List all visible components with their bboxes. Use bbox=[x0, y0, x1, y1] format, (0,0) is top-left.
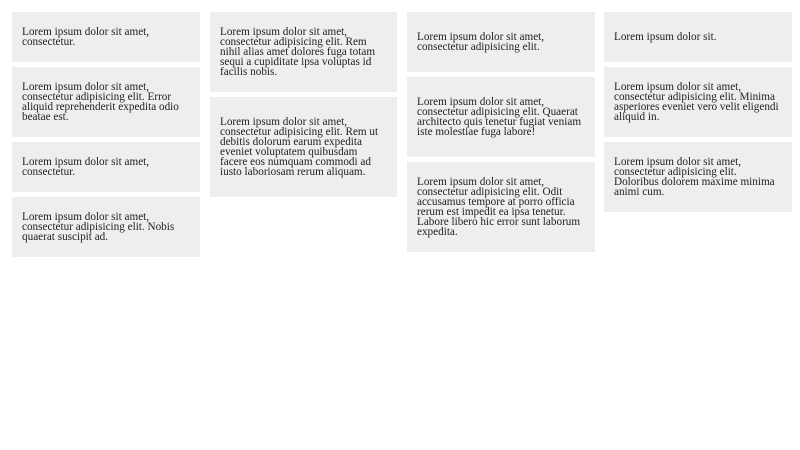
masonry-column-3 bbox=[407, 12, 595, 257]
card bbox=[210, 12, 397, 92]
card bbox=[604, 67, 792, 137]
masonry-column-1 bbox=[12, 12, 200, 262]
card-text: Lorem ipsum dolor sit amet, consectetur adipisicing elit. bbox=[417, 31, 545, 53]
card bbox=[604, 12, 792, 62]
card bbox=[407, 12, 595, 72]
card bbox=[12, 67, 200, 137]
card-text: Lorem ipsum dolor sit amet, consectetur. bbox=[22, 156, 150, 178]
card bbox=[407, 162, 595, 252]
card-text: Lorem ipsum dolor sit. bbox=[614, 31, 717, 43]
card bbox=[407, 77, 595, 157]
card-text: Lorem ipsum dolor sit amet, consectetur adipisicing elit. Doloribus dolorem maxime minima animi cum. bbox=[614, 156, 775, 198]
card bbox=[210, 97, 397, 197]
card-text: Lorem ipsum dolor sit amet, consectetur adipisicing elit. Rem ut debitis dolorum earum expedita eveniet voluptatem quibusdam facere eos numquam commodi ad iusto laboriosam rerum aliquam. bbox=[220, 116, 379, 178]
card bbox=[604, 142, 792, 212]
card bbox=[12, 142, 200, 192]
card-text: Lorem ipsum dolor sit amet, consectetur adipisicing elit. Odit accusamus tempore at porro officia rerum est impedit ea ipsa tenetur. Labore libero hic error sunt laborum expedita. bbox=[417, 176, 581, 238]
card-text: Lorem ipsum dolor sit amet, consectetur adipisicing elit. Quaerat architecto quis tenetur fugiat veniam iste molestiae fuga labore! bbox=[417, 96, 582, 138]
card-text: Lorem ipsum dolor sit amet, consectetur. bbox=[22, 26, 150, 48]
card-text: Lorem ipsum dolor sit amet, consectetur adipisicing elit. Nobis quaerat suscipit ad. bbox=[22, 211, 175, 243]
masonry-column-4 bbox=[604, 12, 792, 217]
masonry-column-2 bbox=[210, 12, 397, 202]
card bbox=[12, 12, 200, 62]
card-text: Lorem ipsum dolor sit amet, consectetur adipisicing elit. Error aliquid reprehenderit expedita odio beatae est. bbox=[22, 81, 179, 123]
card-text: Lorem ipsum dolor sit amet, consectetur adipisicing elit. Minima asperiores eveniet vero velit eligendi aliquid in. bbox=[614, 81, 779, 123]
card-text: Lorem ipsum dolor sit amet, consectetur adipisicing elit. Rem nihil alias amet dolores fuga totam sequi a cupiditate ipsa voluptas id facilis nobis. bbox=[220, 26, 376, 78]
card bbox=[12, 197, 200, 257]
